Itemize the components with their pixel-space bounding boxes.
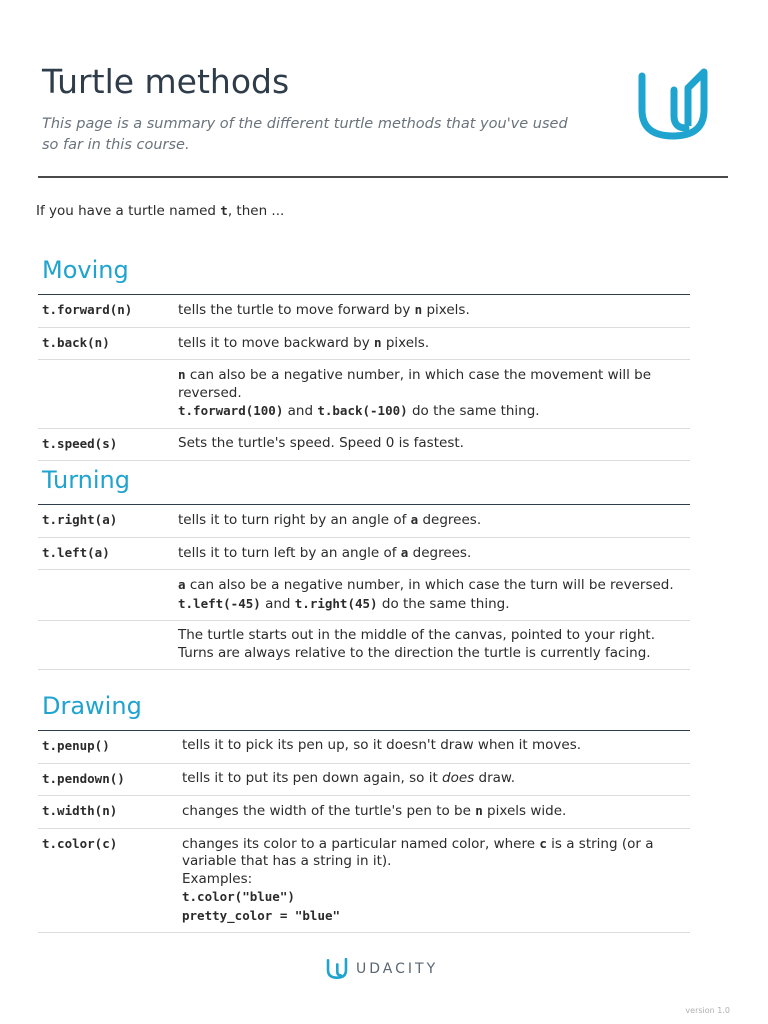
description-cell: tells it to turn left by an angle of a degrees. (174, 537, 690, 570)
method-cell: t.right(a) (38, 505, 174, 538)
description-cell: tells it to turn right by an angle of a degrees. (174, 505, 690, 538)
udacity-small-logo-icon (326, 958, 348, 980)
intro-text: If you have a turtle named t, then ... (36, 203, 285, 219)
description-cell: The turtle starts out in the middle of the canvas, pointed to your right. Turns are always relative to the direction the turtle is currently facing. (174, 621, 690, 670)
table-row (38, 570, 690, 621)
method-cell (38, 621, 174, 670)
table-row (38, 505, 690, 538)
table-row (38, 763, 690, 796)
table-row (38, 828, 690, 933)
section-title-turning: Turning (42, 466, 130, 494)
method-cell: t.width(n) (38, 796, 178, 829)
page-title: Turtle methods (42, 62, 290, 101)
moving-table (38, 294, 690, 461)
method-cell: t.speed(s) (38, 428, 174, 461)
version-label: version 1.0 (685, 1006, 730, 1015)
description-cell: tells it to move backward by n pixels. (174, 327, 690, 360)
table-row (38, 295, 690, 328)
table-row (38, 428, 690, 461)
description-cell: a can also be a negative number, in which case the turn will be reversed. t.left(-45) and t.right(45) do the same thing. (174, 570, 690, 621)
description-cell: changes the width of the turtle's pen to be n pixels wide. (178, 796, 690, 829)
method-cell: t.left(a) (38, 537, 174, 570)
description-cell: changes its color to a particular named color, where c is a string (or a variable that has a string in it). Examples: t.color("blue") pretty_color = "blue" (178, 828, 690, 933)
description-cell: tells it to pick its pen up, so it doesn't draw when it moves. (178, 731, 690, 764)
footer-brand (326, 958, 438, 980)
description-cell: n can also be a negative number, in which case the movement will be reversed. t.forward(100) and t.back(-100) do the same thing. (174, 360, 690, 429)
section-title-drawing: Drawing (42, 692, 142, 720)
table-row (38, 327, 690, 360)
description-cell: tells it to put its pen down again, so it does draw. (178, 763, 690, 796)
method-cell (38, 360, 174, 429)
method-cell: t.color(c) (38, 828, 178, 933)
udacity-logo-icon (636, 68, 710, 144)
section-title-moving: Moving (42, 256, 129, 284)
description-cell: tells the turtle to move forward by n pixels. (174, 295, 690, 328)
table-row (38, 621, 690, 670)
footer-brand-text: UDACITY (356, 961, 439, 977)
method-cell: t.forward(n) (38, 295, 174, 328)
page-subtitle: This page is a summary of the different turtle methods that you've used so far in this course. (42, 116, 568, 153)
table-row (38, 537, 690, 570)
method-cell: t.pendown() (38, 763, 178, 796)
drawing-table (38, 730, 690, 933)
table-row (38, 360, 690, 429)
turning-table (38, 504, 690, 670)
method-cell (38, 570, 174, 621)
method-cell: t.back(n) (38, 327, 174, 360)
table-row (38, 731, 690, 764)
description-cell: Sets the turtle's speed. Speed 0 is fastest. (174, 428, 690, 461)
header-divider (38, 176, 728, 178)
method-cell: t.penup() (38, 731, 178, 764)
table-row (38, 796, 690, 829)
